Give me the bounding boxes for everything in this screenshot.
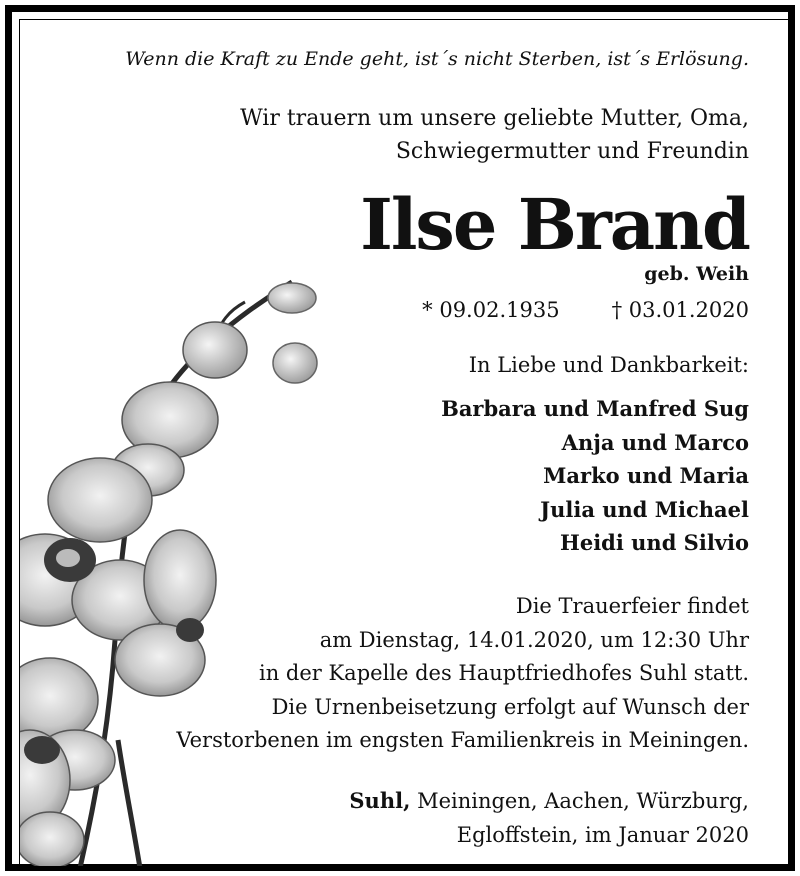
places-line: Egloffstein, im Januar 2020 bbox=[456, 822, 749, 847]
mourners-list bbox=[441, 392, 749, 560]
death-date: † 03.01.2020 bbox=[611, 298, 749, 322]
mourner-name: Julia und Michael bbox=[540, 496, 749, 522]
motto: Wenn die Kraft zu Ende geht, ist´s nicht Sterben, ist´s Erlösung. bbox=[125, 48, 749, 70]
mourner-name: Marko und Maria bbox=[543, 463, 749, 488]
inner-frame bbox=[19, 19, 791, 867]
outer-frame bbox=[5, 5, 795, 871]
mourner-name: Anja und Marco bbox=[561, 429, 749, 455]
service-line: Die Urnenbeisetzung erfolgt auf Wunsch der bbox=[271, 694, 749, 719]
deceased-name: Ilse Brand bbox=[360, 183, 749, 266]
mourner-name: Heidi und Silvio bbox=[560, 530, 749, 555]
mourners-heading: In Liebe und Dankbarkeit: bbox=[468, 353, 749, 377]
places-line bbox=[349, 784, 749, 819]
other-towns: Meiningen, Aachen, Würzburg, bbox=[410, 789, 749, 813]
birth-date: * 09.02.1935 bbox=[422, 298, 560, 322]
maiden-name: geb. Weih bbox=[644, 263, 749, 285]
mourner-name: Barbara und Manfred Sug bbox=[441, 396, 749, 421]
places-and-date bbox=[349, 784, 749, 852]
intro-text bbox=[240, 102, 749, 168]
main-town: Suhl, bbox=[349, 788, 411, 813]
service-line: am Dienstag, 14.01.2020, um 12:30 Uhr bbox=[319, 627, 749, 652]
service-line: Verstorbenen im engsten Familienkreis in Meiningen. bbox=[176, 728, 749, 752]
life-dates bbox=[422, 298, 749, 322]
service-line: Die Trauerfeier findet bbox=[515, 594, 749, 618]
service-info bbox=[176, 590, 749, 758]
service-line: in der Kapelle des Hauptfriedhofes Suhl statt. bbox=[258, 661, 749, 685]
intro-line: Schwiegermutter und Freundin bbox=[395, 139, 749, 164]
intro-line: Wir trauern um unsere geliebte Mutter, Oma, bbox=[240, 106, 749, 131]
